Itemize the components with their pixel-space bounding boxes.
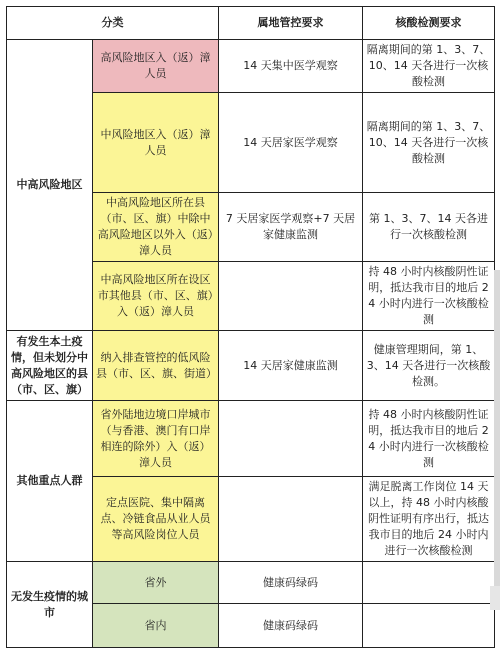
row-control: 14 天居家医学观察 <box>219 93 363 193</box>
group-mid-high-risk: 中高风险地区 <box>7 40 93 331</box>
table-row <box>7 401 495 477</box>
page-edge-shadow <box>494 270 500 600</box>
row-category: 中风险地区入（返）漳人员 <box>93 93 219 193</box>
row-testing: 持 48 小时内核酸阴性证明，抵达我市目的地后 24 小时内进行一次核酸检测 <box>363 401 495 477</box>
header-row <box>7 7 495 40</box>
row-category: 中高风险地区所在县（市、区、旗）中除中高风险地区以外入（返）漳人员 <box>93 193 219 262</box>
row-category: 省内 <box>93 604 219 648</box>
row-category: 定点医院、集中隔离点、冷链食品从业人员等高风险岗位人员 <box>93 477 219 562</box>
header-category: 分类 <box>7 7 219 40</box>
row-control: 7 天居家医学观察+7 天居家健康监测 <box>219 193 363 262</box>
row-testing <box>363 562 495 604</box>
row-testing: 隔离期间的第 1、3、7、10、14 天各进行一次核酸检测 <box>363 93 495 193</box>
header-local-control: 属地管控要求 <box>219 7 363 40</box>
policy-sheet <box>6 6 495 648</box>
row-testing: 持 48 小时内核酸阴性证明，抵达我市目的地后 24 小时内进行一次核酸检测 <box>363 262 495 331</box>
group-local-case-county: 有发生本土疫情，但未划分中高风险地区的县（市、区、旗） <box>7 331 93 401</box>
row-testing: 满足脱离工作岗位 14 天以上，持 48 小时内核酸阴性证明有序出行，抵达我市目的地后 24 小时内进行一次核酸检测 <box>363 477 495 562</box>
row-control: 健康码绿码 <box>219 562 363 604</box>
row-testing: 第 1、3、7、14 天各进行一次核酸检测 <box>363 193 495 262</box>
row-category: 中高风险地区所在设区市其他县（市、区、旗）入（返）漳人员 <box>93 262 219 331</box>
policy-table <box>6 6 495 648</box>
page-edge-shadow-lower <box>490 586 500 610</box>
row-testing: 隔离期间的第 1、3、7、10、14 天各进行一次核酸检测 <box>363 40 495 93</box>
table-row <box>7 40 495 93</box>
row-testing: 健康管理期间，第 1、3、14 天各进行一次核酸检测。 <box>363 331 495 401</box>
table-row <box>7 562 495 604</box>
row-category: 省外 <box>93 562 219 604</box>
row-category: 高风险地区入（返）漳人员 <box>93 40 219 93</box>
row-control <box>219 262 363 331</box>
row-testing <box>363 604 495 648</box>
row-category: 纳入排查管控的低风险县（市、区、旗、街道） <box>93 331 219 401</box>
table-row <box>7 331 495 401</box>
row-control: 14 天居家健康监测 <box>219 331 363 401</box>
row-control <box>219 477 363 562</box>
group-no-outbreak-city: 无发生疫情的城市 <box>7 562 93 648</box>
header-testing: 核酸检测要求 <box>363 7 495 40</box>
row-control: 健康码绿码 <box>219 604 363 648</box>
row-category: 省外陆地边境口岸城市（与香港、澳门有口岸相连的除外）入（返）漳人员 <box>93 401 219 477</box>
row-control <box>219 401 363 477</box>
row-control: 14 天集中医学观察 <box>219 40 363 93</box>
group-other-key-groups: 其他重点人群 <box>7 401 93 562</box>
